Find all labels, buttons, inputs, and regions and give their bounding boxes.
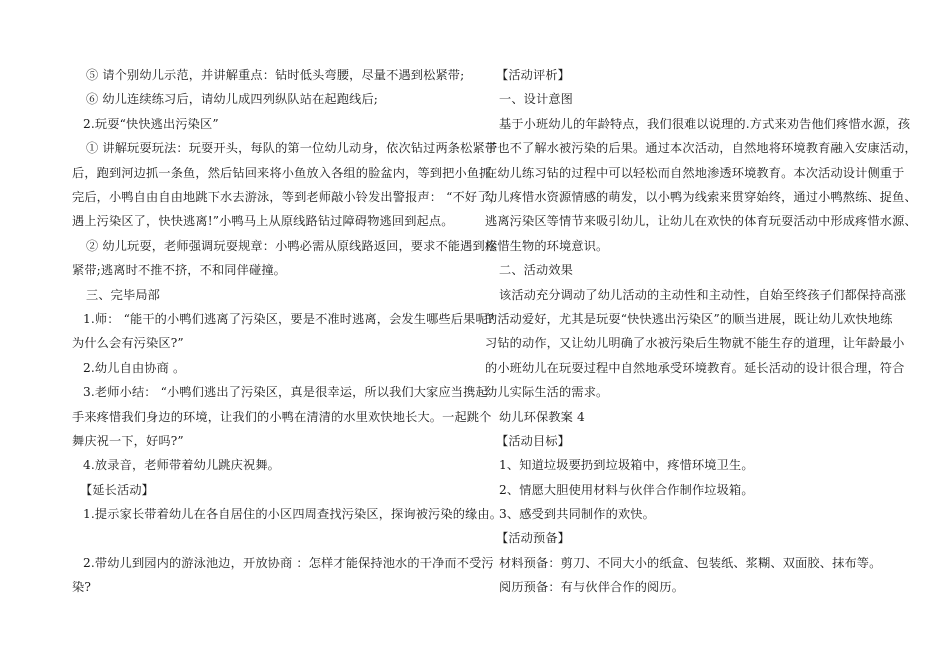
goal-item: 1、知道垃圾要扔到垃圾箱中，疼惜环境卫生。 <box>499 458 754 472</box>
evaluation-heading: 【活动评析】 <box>496 68 571 82</box>
design-line: 子也不了解水被污染的后果。通过本次活动，自然地将环境教育融入安康活动， <box>485 141 917 155</box>
section-end-heading: 三、完毕局部 <box>86 288 161 302</box>
effect-line: 习钻的动作，又让幼儿明确了水被污染后生物就不能生存的道理，让年龄最小 <box>485 336 905 350</box>
extension-heading: 【延长活动】 <box>80 483 155 497</box>
activity-goals-heading: 【活动目标】 <box>496 434 571 448</box>
music-text: 4.放录音，老师带着幼儿跳庆祝舞。 <box>83 458 280 472</box>
extension-item-1: 1.提示家长带着幼儿在各自居住的小区四周查找污染区，探询被污染的缘由。 <box>83 507 503 521</box>
design-line: 幼儿疼惜水资源情感的萌发，以小鸭为线索来贯穿始终，通过小鸭熬练、捉鱼、 <box>485 190 917 204</box>
free-discussion-text: 2.幼儿自由协商 。 <box>83 361 186 375</box>
question-line: 1.师： “能干的小鸭们逃离了污染区，要是不准时逃离，会发生哪些后果呢? <box>83 312 495 326</box>
rules-line: 后，跑到河边抓一条鱼，然后钻回来将小鱼放入各组的脸盆内，等到把小鱼抓 <box>72 166 492 180</box>
experience-text: 阅历预备：有与伙伴合作的阅历。 <box>499 580 685 594</box>
play-line: 紧带;逃离时不推不挤，不和同伴碰撞。 <box>72 263 286 277</box>
preparation-heading: 【活动预备】 <box>496 531 571 545</box>
design-line: 基于小班幼儿的年龄特点，我们很难以说理的.方式来劝告他们疼惜水源，孩 <box>499 117 911 131</box>
design-line: 逃离污染区等情节来吸引幼儿，让幼儿在欢快的体育玩耍活动中形成疼惜水源、 <box>485 214 917 228</box>
question-line: 为什么会有污染区?” <box>72 336 184 350</box>
effect-line: 的小班幼儿在玩耍过程中自然地承受环境教育。延长活动的设计很合理，符合 <box>485 361 905 375</box>
effect-line: 该活动充分调动了幼儿活动的主动性和主动性，自始至终孩子们都保持高涨 <box>499 288 907 302</box>
effect-line: 幼儿实际生活的需求。 <box>485 385 609 399</box>
goal-item: 2、情愿大胆使用材料与伙伴合作制作垃圾箱。 <box>499 483 754 497</box>
summary-line: 手来疼惜我们身边的环境，让我们的小鸭在清清的水里欢快地长大。一起跳个 <box>72 410 492 424</box>
design-intent-title: 一、设计意图 <box>499 92 574 106</box>
materials-text: 材料预备：剪刀、不同大小的纸盒、包装纸、浆糊、双面胶、抹布等。 <box>499 556 882 570</box>
play-line: ② 幼儿玩耍，老师强调玩耍规章：小鸭必需从原线路返回，要求不能遇到松 <box>86 239 498 253</box>
rules-line: ① 讲解玩耍玩法：玩耍开头，每队的第一位幼儿动身，依次钻过两条松紧带 <box>86 141 498 155</box>
summary-line: 3.老师小结： “小鸭们逃出了污染区，真是很幸运，所以我们大家应当携起 <box>83 385 488 399</box>
goal-item: 3、感受到共同制作的欢快。 <box>499 507 655 521</box>
extension-item-2-line: 染? <box>72 580 92 594</box>
extension-item-2-line: 2.带幼儿到园内的游泳池边，开放协商 ：怎样才能保持池水的干净而不受污 <box>83 556 494 570</box>
rules-line: 完后，小鸭自由自由地跳下水去游泳，等到老师敲小铃发出警报声： “不好了， <box>72 190 502 204</box>
design-line: 在幼儿练习钻的过程中可以轻松而自然地渗透环境教育。本次活动设计侧重于 <box>485 166 905 180</box>
effect-title: 二、活动效果 <box>499 263 574 277</box>
plan-4-title: 幼儿环保教案 4 <box>499 410 585 424</box>
step-5-text: ⑤ 请个别幼儿示范，并讲解重点：钻时低头弯腰，尽量不遇到松紧带; <box>86 68 465 82</box>
design-line: 疼惜生物的环境意识。 <box>485 239 609 253</box>
effect-line: 的活动爱好，尤其是玩耍“快快逃出污染区”的顺当进展，既让幼儿欢快地练 <box>485 312 893 326</box>
rules-line: 遇上污染区了，快快逃离!”小鸭马上从原线路钻过障碍物逃回到起点。 <box>72 214 454 228</box>
step-6-text: ⑥ 幼儿连续练习后，请幼儿成四列纵队站在起跑线后; <box>86 92 379 106</box>
summary-line: 舞庆祝一下，好吗?” <box>72 434 184 448</box>
game-title: 2.玩耍“快快逃出污染区” <box>83 117 219 131</box>
